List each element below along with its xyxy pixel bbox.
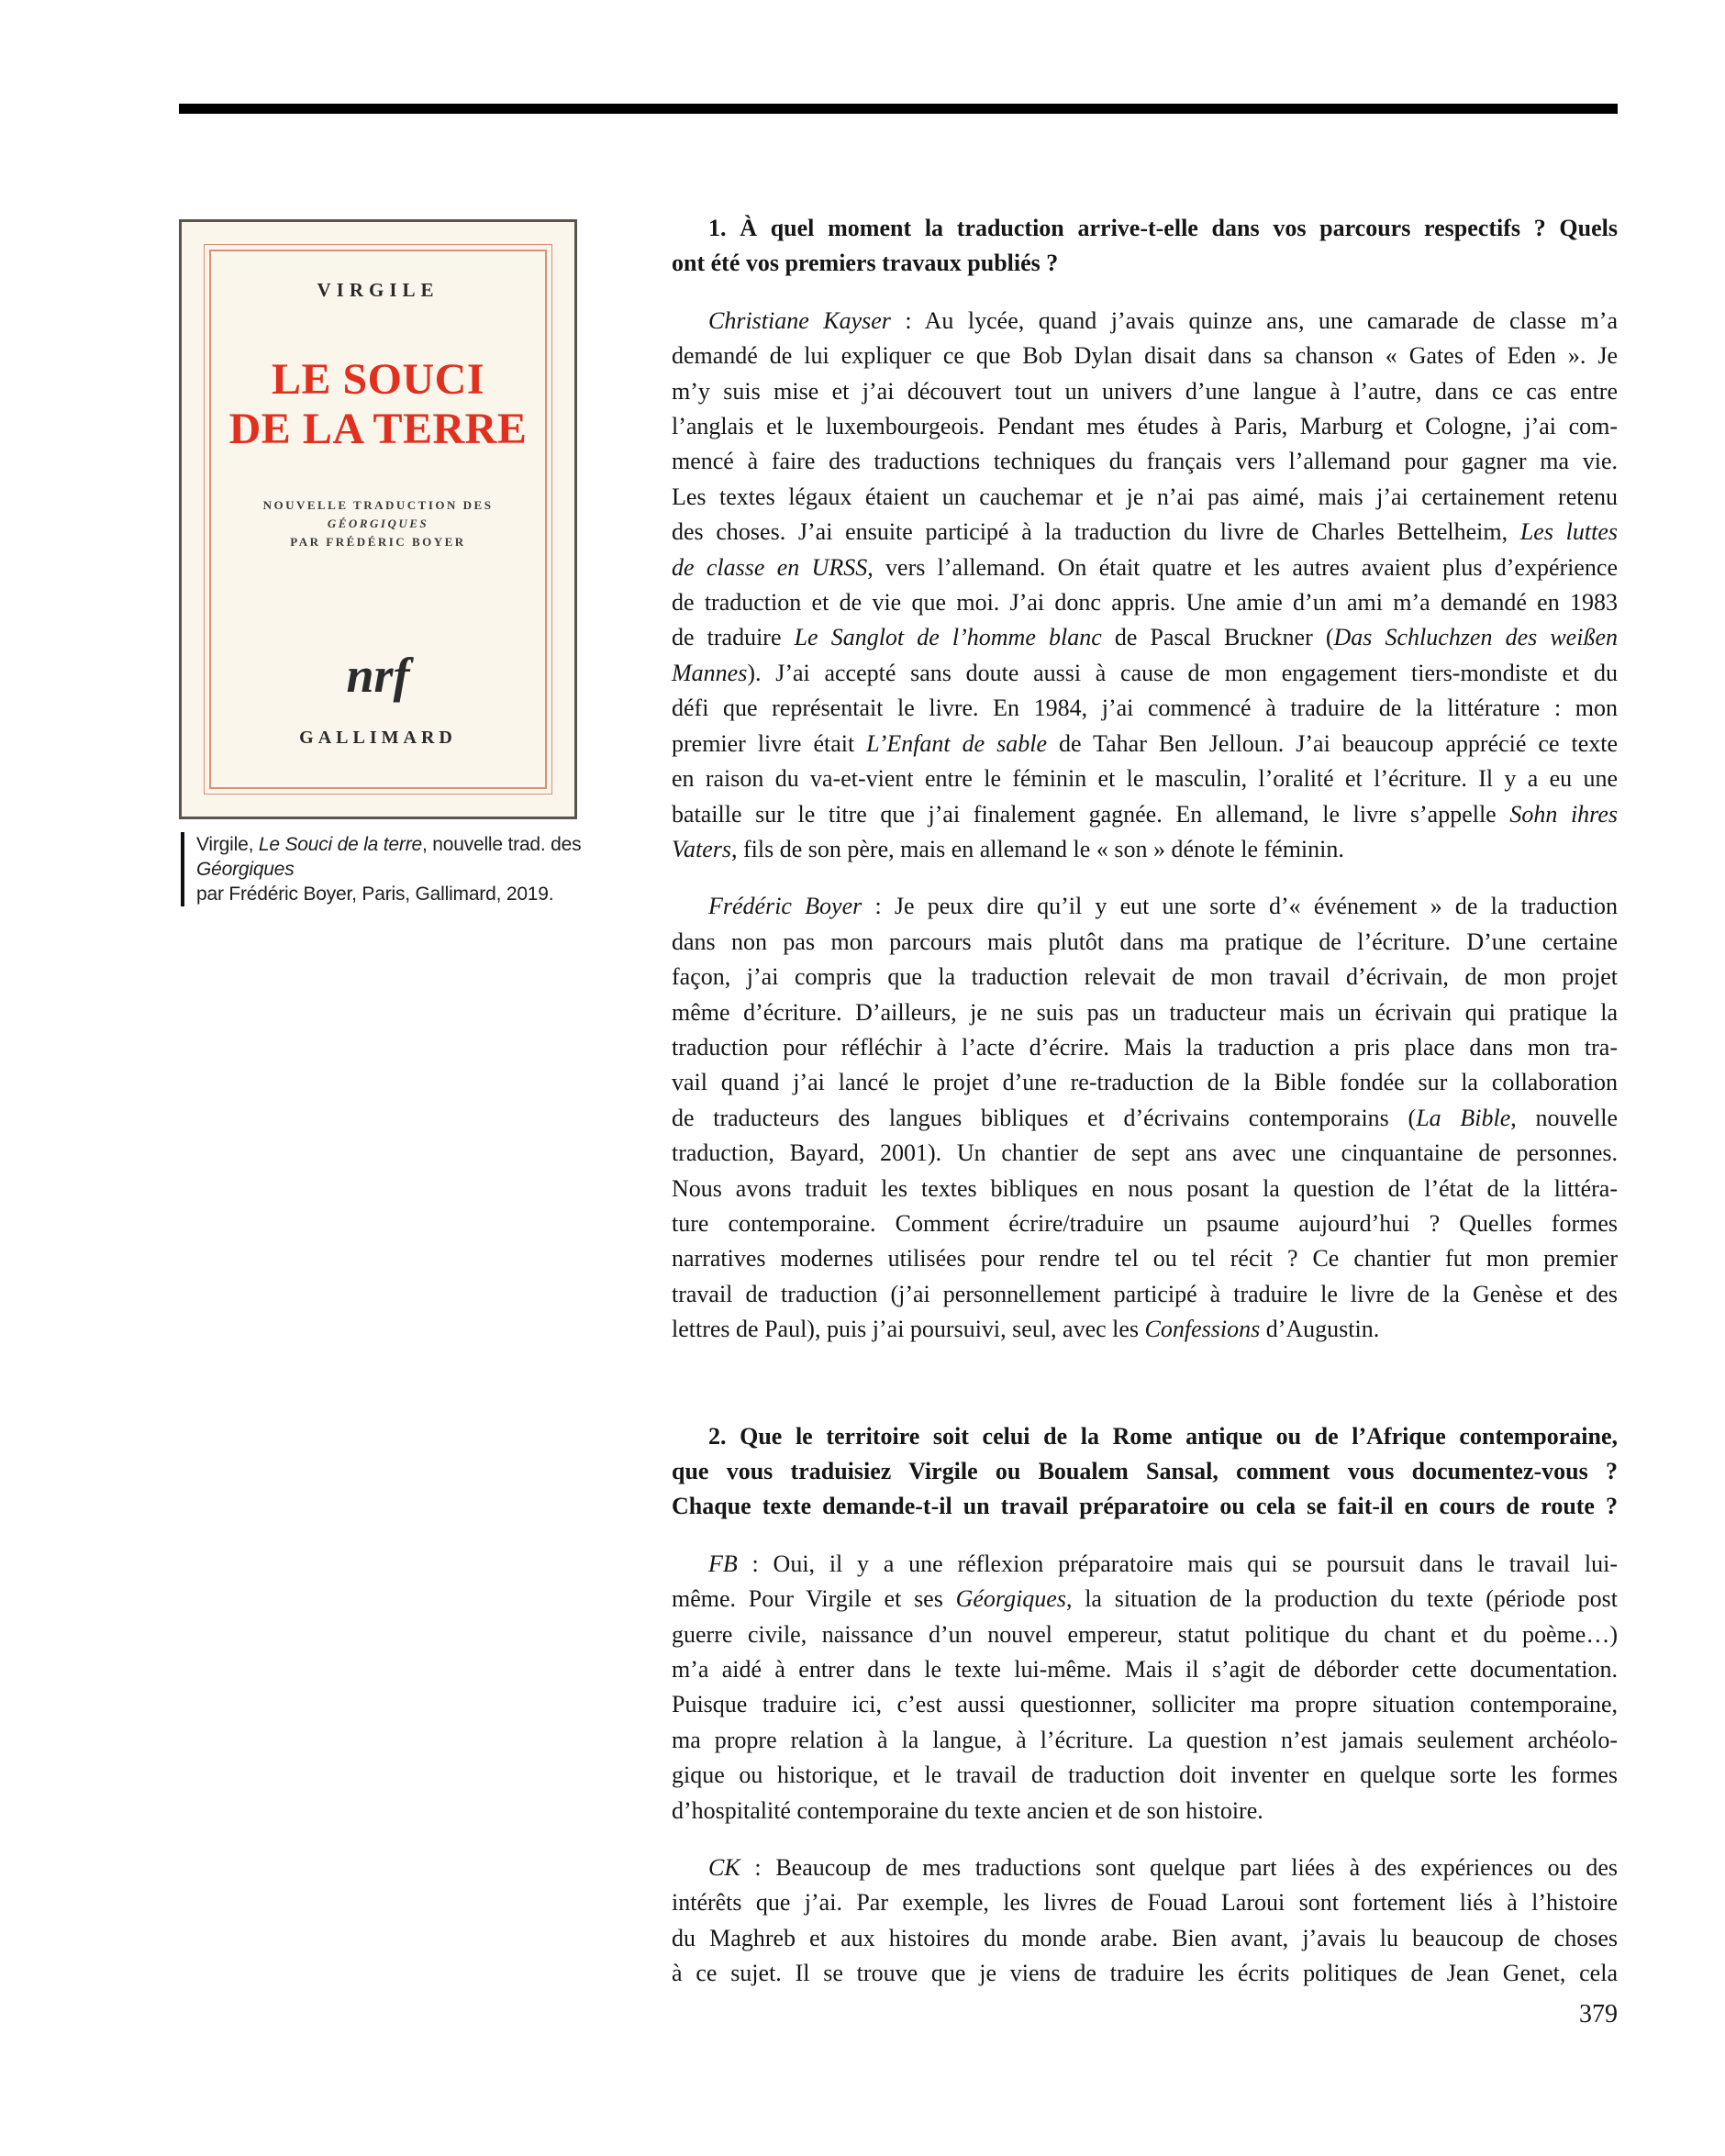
top-rule — [179, 104, 1618, 114]
text-line: m’a aidé à entrer dans le texte lui-même. Mais il s’agit de déborder cette documentation. — [672, 1656, 1618, 1684]
cover-subtitle-line2: PAR FRÉDÉRIC BOYER — [290, 535, 466, 549]
text-line: à ce sujet. Il se trouve que je viens de traduire les écrits politiques de Jean Genet, cela — [672, 1960, 1618, 1987]
text-line: Frédéric Boyer : Je peux dire qu’il y eut une sorte d’« événement » de la traduction — [708, 893, 1618, 920]
text-line: Christiane Kayser : Au lycée, quand j’avais quinze ans, une camarade de classe m’a — [708, 306, 1618, 334]
text-line: ture contemporaine. Comment écrire/traduire un psaume aujourd’hui ? Quelles formes — [672, 1209, 1618, 1237]
text-line: même d’écriture. D’ailleurs, je ne suis pas un traducteur mais un écrivain qui pratique la — [672, 998, 1618, 1026]
article-body — [672, 211, 1618, 1992]
text-line: Puisque traduire ici, c’est aussi questionner, solliciter ma propre situation contemporaine, — [672, 1691, 1618, 1718]
text-line: de traduction et de vie que moi. J’ai donc appris. Une amie d’un ami m’a demandé en 1983 — [672, 589, 1618, 617]
cover-inner-frame — [209, 250, 547, 789]
text-line: d’hospitalité contemporaine du texte ancien et de son histoire. — [672, 1796, 1263, 1824]
figure-column — [179, 211, 588, 906]
page-number: 379 — [1579, 2000, 1618, 2028]
text-line: ma propre relation à la langue, à l’écriture. La question n’est jamais seulement archéolo- — [672, 1726, 1618, 1753]
text-line: de traduire Le Sanglot de l’homme blanc de Pascal Bruckner (Das Schluchzen des weißen — [672, 624, 1618, 651]
book-cover — [179, 219, 577, 819]
cover-outer-frame — [204, 244, 552, 795]
text-line: traduction, Bayard, 2001). Un chantier de sept ans avec une cinquantaine de personnes. — [672, 1139, 1618, 1167]
answer-paragraph — [672, 1850, 1618, 1992]
cover-author: VIRGILE — [317, 279, 440, 301]
text-line: dans non pas mon parcours mais plutôt dans ma pratique de l’écriture. D’une certaine — [672, 928, 1618, 955]
text-line: vail quand j’ai lancé le projet d’une re-traduction de la Bible fondée sur la collaboration — [672, 1069, 1618, 1096]
text-line: des choses. J’ai ensuite participé à la traduction du livre de Charles Bettelheim, Les luttes — [672, 518, 1618, 546]
text-line: 2. Que le territoire soit celui de la Rome antique ou de l’Afrique contemporaine, — [708, 1422, 1618, 1450]
answer-paragraph — [672, 1547, 1618, 1828]
text-line: ont été vos premiers travaux publiés ? — [672, 250, 1059, 277]
text-line: narratives modernes utilisées pour rendre tel ou tel récit ? Ce chantier fut mon premier — [672, 1245, 1618, 1272]
text-line: intérêts que j’ai. Par exemple, les livres de Fouad Laroui sont fortement liés à l’histoire — [672, 1889, 1618, 1917]
text-line: guerre civile, naissance d’un nouvel empereur, statut politique du chant et du poème…) — [672, 1620, 1618, 1648]
text-line: défi que représentait le livre. En 1984, j’ai commencé à traduire de la littérature : mon — [672, 695, 1618, 722]
text-line: traduction pour réfléchir à l’acte d’écrire. Mais la traduction a pris place dans mon tra- — [672, 1033, 1618, 1061]
question-heading — [672, 1419, 1618, 1525]
answer-paragraph — [672, 304, 1618, 868]
text-line: du Maghreb et aux histoires du monde arabe. Bien avant, j’avais lu beaucoup de choses — [672, 1924, 1618, 1951]
text-line: travail de traduction (j’ai personnellement participé à traduire le livre de la Genèse et des — [672, 1280, 1618, 1307]
text-line: lettres de Paul), puis j’ai poursuivi, seul, avec les Confessions d’Augustin. — [672, 1316, 1380, 1343]
text-line: même. Pour Virgile et ses Géorgiques, la situation de la production du texte (période post — [672, 1585, 1618, 1613]
page-content — [179, 211, 1618, 1992]
cover-subtitle-line1: NOUVELLE TRADUCTION DES GÉORGIQUES — [262, 498, 494, 530]
text-line: en raison du va-et-vient entre le féminin et le masculin, l’oralité et l’écriture. Il y a eu une — [672, 765, 1618, 793]
figure-caption: Virgile, Le Souci de la terre, nouvelle trad. des Géorgiques par Frédéric Boyer, Paris, Gallimard, 2019. — [181, 832, 588, 906]
nrf-logo: nrf — [346, 648, 410, 703]
text-line: demandé de lui expliquer ce que Bob Dylan disait dans sa chanson « Gates of Eden ». Je — [672, 342, 1618, 370]
text-line: l’anglais et le luxembourgeois. Pendant mes études à Paris, Marburg et Cologne, j’ai com- — [672, 413, 1618, 440]
text-line: m’y suis mise et j’ai découvert tout un univers d’une langue à l’autre, dans ce cas entre — [672, 377, 1618, 405]
text-line: de classe en URSS, vers l’allemand. On était quatre et les autres avaient plus d’expérience — [672, 553, 1618, 581]
cover-subtitle — [211, 496, 545, 551]
cover-title-line1: LE SOUCI — [271, 355, 485, 404]
text-line: Les textes légaux étaient un cauchemar et je n’ai pas aimé, mais j’ai certainement retenu — [672, 483, 1618, 510]
cover-title-line2: DE LA TERRE — [228, 405, 528, 453]
text-line: FB : Oui, il y a une réflexion préparatoire mais qui se poursuit dans le travail lui- — [708, 1550, 1618, 1577]
answer-paragraph — [672, 889, 1618, 1347]
question-heading — [672, 211, 1618, 282]
text-line: Nous avons traduit les textes bibliques en nous posant la question de l’état de la littéra- — [672, 1174, 1618, 1202]
cover-publisher: GALLIMARD — [299, 728, 457, 748]
text-line: 1. À quel moment la traduction arrive-t-elle dans vos parcours respectifs ? Quels — [708, 215, 1618, 241]
text-line: premier livre était L’Enfant de sable de Tahar Ben Jelloun. J’ai beaucoup apprécié ce texte — [672, 729, 1618, 757]
text-line: de traducteurs des langues bibliques et d’écrivains contemporains (La Bible, nouvelle — [672, 1104, 1618, 1131]
text-line: Vaters, fils de son père, mais en allemand le « son » dénote le féminin. — [672, 835, 1344, 862]
text-line: Mannes). J’ai accepté sans doute aussi à cause de mon engagement tiers-mondiste et du — [672, 659, 1618, 686]
text-line: bataille sur le titre que j’ai finalement gagnée. En allemand, le livre s’appelle Sohn ihres — [672, 800, 1618, 828]
text-line: mencé à faire des traductions techniques du français vers l’allemand pour gagner ma vie. — [672, 448, 1618, 475]
text-line: que vous traduisiez Virgile ou Boualem Sansal, comment vous documentez-vous ? — [672, 1458, 1618, 1484]
text-line: gique ou historique, et le travail de traduction doit inventer en quelque sorte les formes — [672, 1761, 1618, 1789]
cover-title — [229, 355, 528, 454]
text-line: Chaque texte demande-t-il un travail préparatoire ou cela se fait-il en cours de route ? — [672, 1493, 1618, 1520]
text-line: façon, j’ai compris que la traduction relevait de mon travail d’écrivain, de mon projet — [672, 963, 1618, 991]
text-line: CK : Beaucoup de mes traductions sont quelque part liées à des expériences ou des — [708, 1854, 1618, 1882]
